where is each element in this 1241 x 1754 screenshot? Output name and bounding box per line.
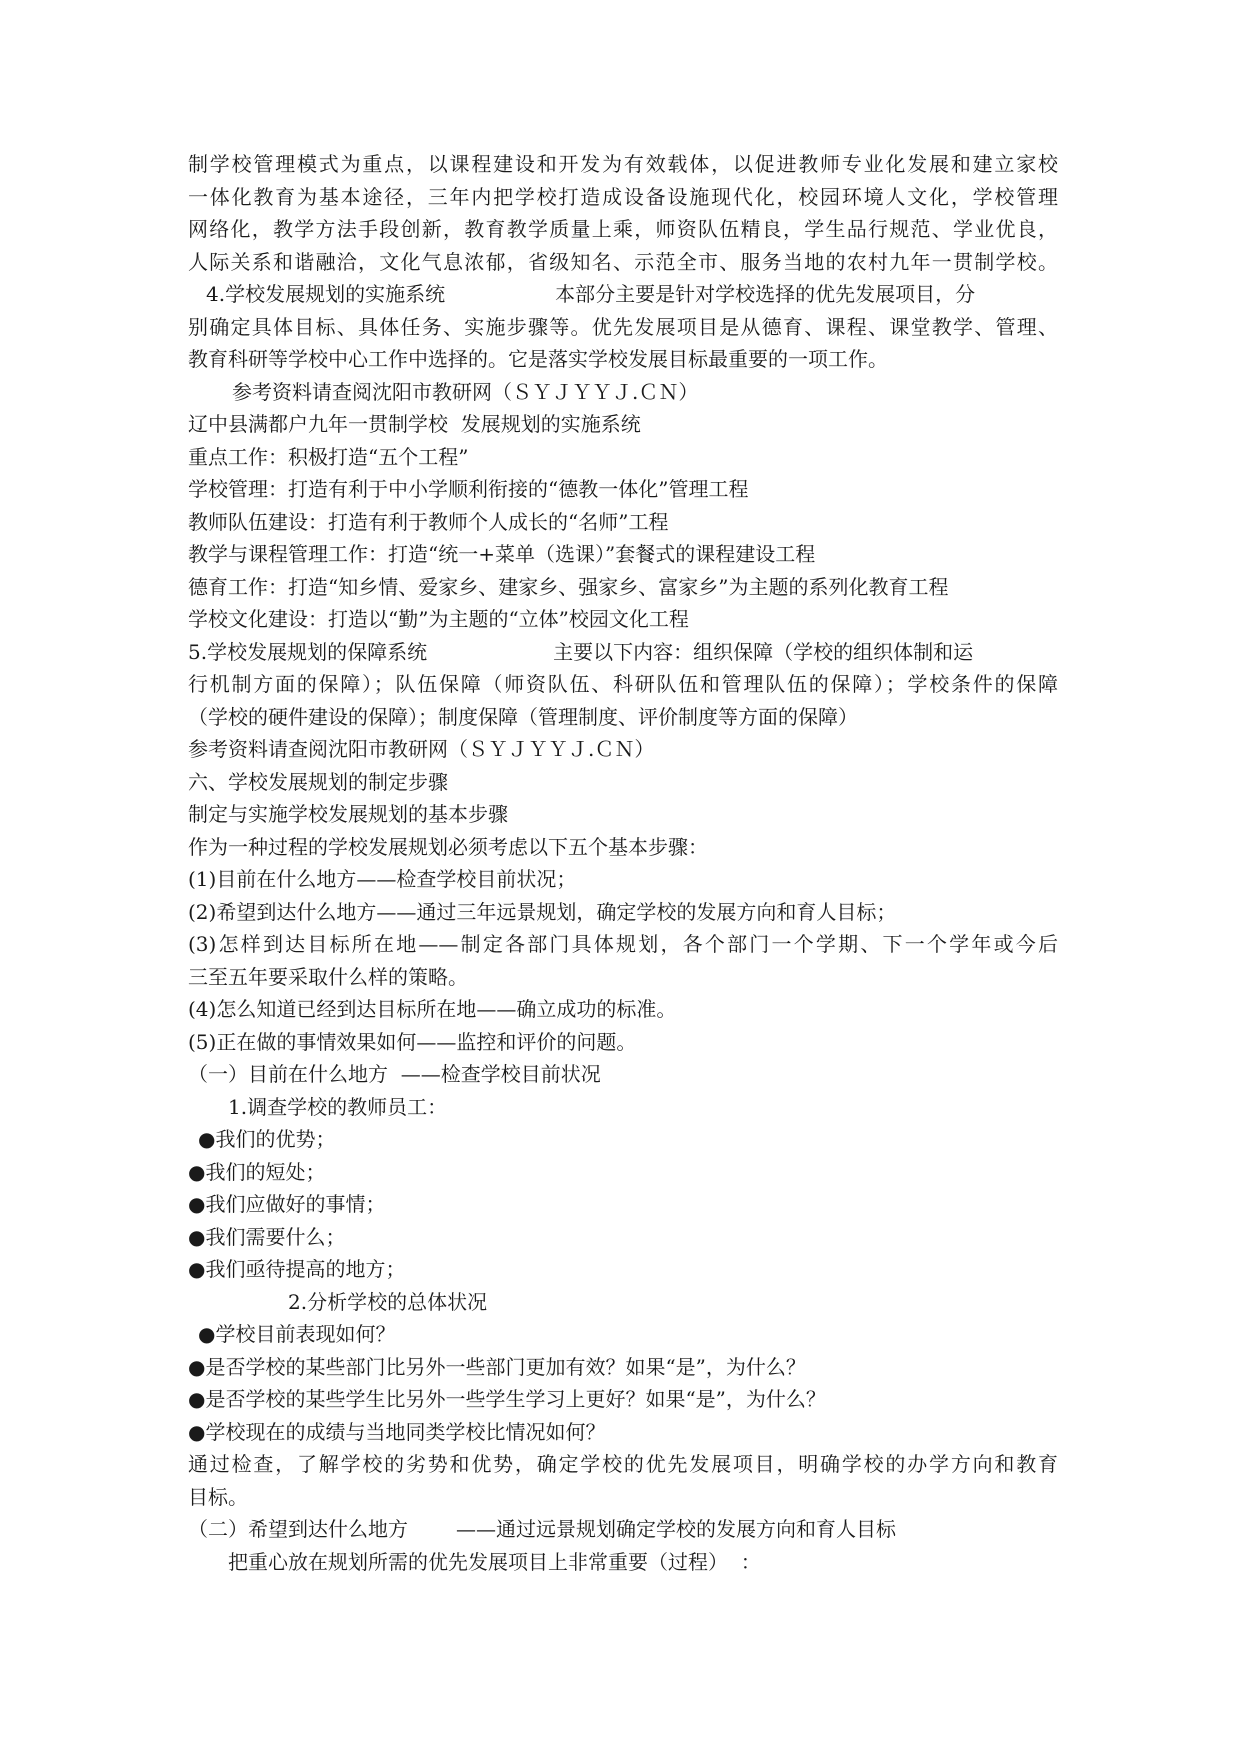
- step-item: (1)目前在什么地方——检查学校目前状况；: [188, 867, 577, 891]
- bullet-item: ●我们应做好的事情；: [188, 1192, 386, 1216]
- bullet-item: ●我们需要什么；: [188, 1224, 346, 1249]
- reference-note: 参考资料请查阅沈阳市教研网（ＳＹＪＹＹＪ.ＣＮ）: [188, 737, 655, 761]
- step-item: (4)怎么知道已经到达目标所在地——确立成功的标准。: [188, 997, 677, 1021]
- bullet-item: ●我们亟待提高的地方；: [188, 1257, 406, 1281]
- paragraph-line: 德育工作：打造“知乡情、爱家乡、建家乡、强家乡、富家乡”为主题的系列化教育工程: [188, 574, 949, 599]
- paragraph-line: 学校管理：打造有利于中小学顺利衔接的“德教一体化”管理工程: [188, 477, 749, 501]
- paragraph-line: 重点工作：积极打造“五个工程”: [188, 444, 469, 469]
- section-intro-text: 主要以下内容：组织保障（学校的组织体制和运: [553, 639, 974, 664]
- step-item: (2)希望到达什么地方——通过三年远景规划，确定学校的发展方向和育人目标；: [188, 899, 897, 924]
- bullet-item: ●学校现在的成绩与当地同类学校比情况如何？: [188, 1419, 606, 1444]
- bullet-item: ●学校目前表现如何？: [198, 1322, 396, 1346]
- reference-note: 参考资料请查阅沈阳市教研网（ＳＹＪＹＹＪ.ＣＮ）: [232, 379, 699, 404]
- subsection-heading-detail: ——通过远景规划确定学校的发展方向和育人目标: [456, 1517, 896, 1541]
- section-heading-line: [188, 278, 1058, 311]
- paragraph-line: 教育科研等学校中心工作中选择的。它是落实学校发展目标最重要的一项工作。: [188, 347, 888, 371]
- paragraph-line: 教师队伍建设：打造有利于教师个人成长的“名师”工程: [188, 509, 669, 534]
- paragraph-line: 学校文化建设：打造以“勤”为主题的“立体”校园文化工程: [188, 607, 689, 631]
- section-heading-implementation: 4.学校发展规划的实施系统: [206, 282, 446, 306]
- step-item: (5)正在做的事情效果如何——监控和评价的问题。: [188, 1029, 637, 1054]
- bullet-item: ●是否学校的某些学生比另外一些学生学习上更好？如果“是”，为什么？: [188, 1387, 826, 1411]
- section-heading-line: [188, 636, 1058, 669]
- bullet-item: ●我们的短处；: [188, 1159, 326, 1184]
- paragraph-line: 一体化教育为基本途径，三年内把学校打造成设备设施现代化，校园环境人文化，学校管理: [188, 184, 1058, 209]
- paragraph-line: 行机制方面的保障）；队伍保障（师资队伍、科研队伍和管理队伍的保障）；学校条件的保障: [188, 672, 1058, 696]
- school-title-line: 辽中县满都户九年一贯制学校 发展规划的实施系统: [188, 412, 641, 436]
- paragraph-line: 通过检查，了解学校的劣势和优势，确定学校的优先发展项目，明确学校的办学方向和教育: [188, 1452, 1058, 1476]
- paragraph-line: 制学校管理模式为重点，以课程建设和开发为有效载体，以促进教师专业化发展和建立家校: [188, 152, 1058, 176]
- numbered-heading: 2.分析学校的总体状况: [288, 1289, 488, 1314]
- chapter-heading: 六、学校发展规划的制定步骤: [188, 769, 448, 794]
- subheading: 制定与实施学校发展规划的基本步骤: [188, 802, 508, 826]
- paragraph-line: 人际关系和谐融洽，文化气息浓郁，省级知名、示范全市、服务当地的农村九年一贯制学校。: [188, 249, 1058, 274]
- paragraph-line: 别确定具体目标、具体任务、实施步骤等。优先发展项目是从德育、课程、课堂教学、管理、: [188, 314, 1058, 339]
- bullet-item: ●是否学校的某些部门比另外一些部门更加有效？如果“是”，为什么？: [188, 1354, 806, 1379]
- subsection-heading: [188, 1513, 1058, 1546]
- numbered-heading: 1.调查学校的教师员工：: [228, 1094, 448, 1119]
- section-intro-text: 本部分主要是针对学校选择的优先发展项目，分: [555, 282, 976, 306]
- subsection-heading: （一）目前在什么地方 ——检查学校目前状况: [188, 1062, 601, 1086]
- paragraph-line: 作为一种过程的学校发展规划必须考虑以下五个基本步骤：: [188, 834, 708, 859]
- subsection-heading-title: （二）希望到达什么地方: [188, 1517, 408, 1541]
- paragraph-line: （学校的硬件建设的保障）；制度保障（管理制度、评价制度等方面的保障）: [188, 704, 858, 729]
- paragraph-line: 教学与课程管理工作：打造“统一+菜单（选课）”套餐式的课程建设工程: [188, 542, 816, 566]
- bullet-item: ●我们的优势；: [198, 1127, 336, 1151]
- paragraph-line: 把重心放在规划所需的优先发展项目上非常重要（过程） ：: [228, 1549, 761, 1574]
- step-item-continuation: 三至五年要采取什么样的策略。: [188, 964, 468, 989]
- document-page: [188, 148, 1058, 1578]
- step-item: (3)怎样到达目标所在地——制定各部门具体规划，各个部门一个学期、下一个学年或今后: [188, 932, 1058, 956]
- paragraph-line: 目标。: [188, 1484, 248, 1509]
- section-heading-guarantee: 5.学校发展规划的保障系统: [188, 639, 428, 664]
- paragraph-line: 网络化，教学方法手段创新，教育教学质量上乘，师资队伍精良，学生品行规范、学业优良，: [188, 217, 1058, 241]
